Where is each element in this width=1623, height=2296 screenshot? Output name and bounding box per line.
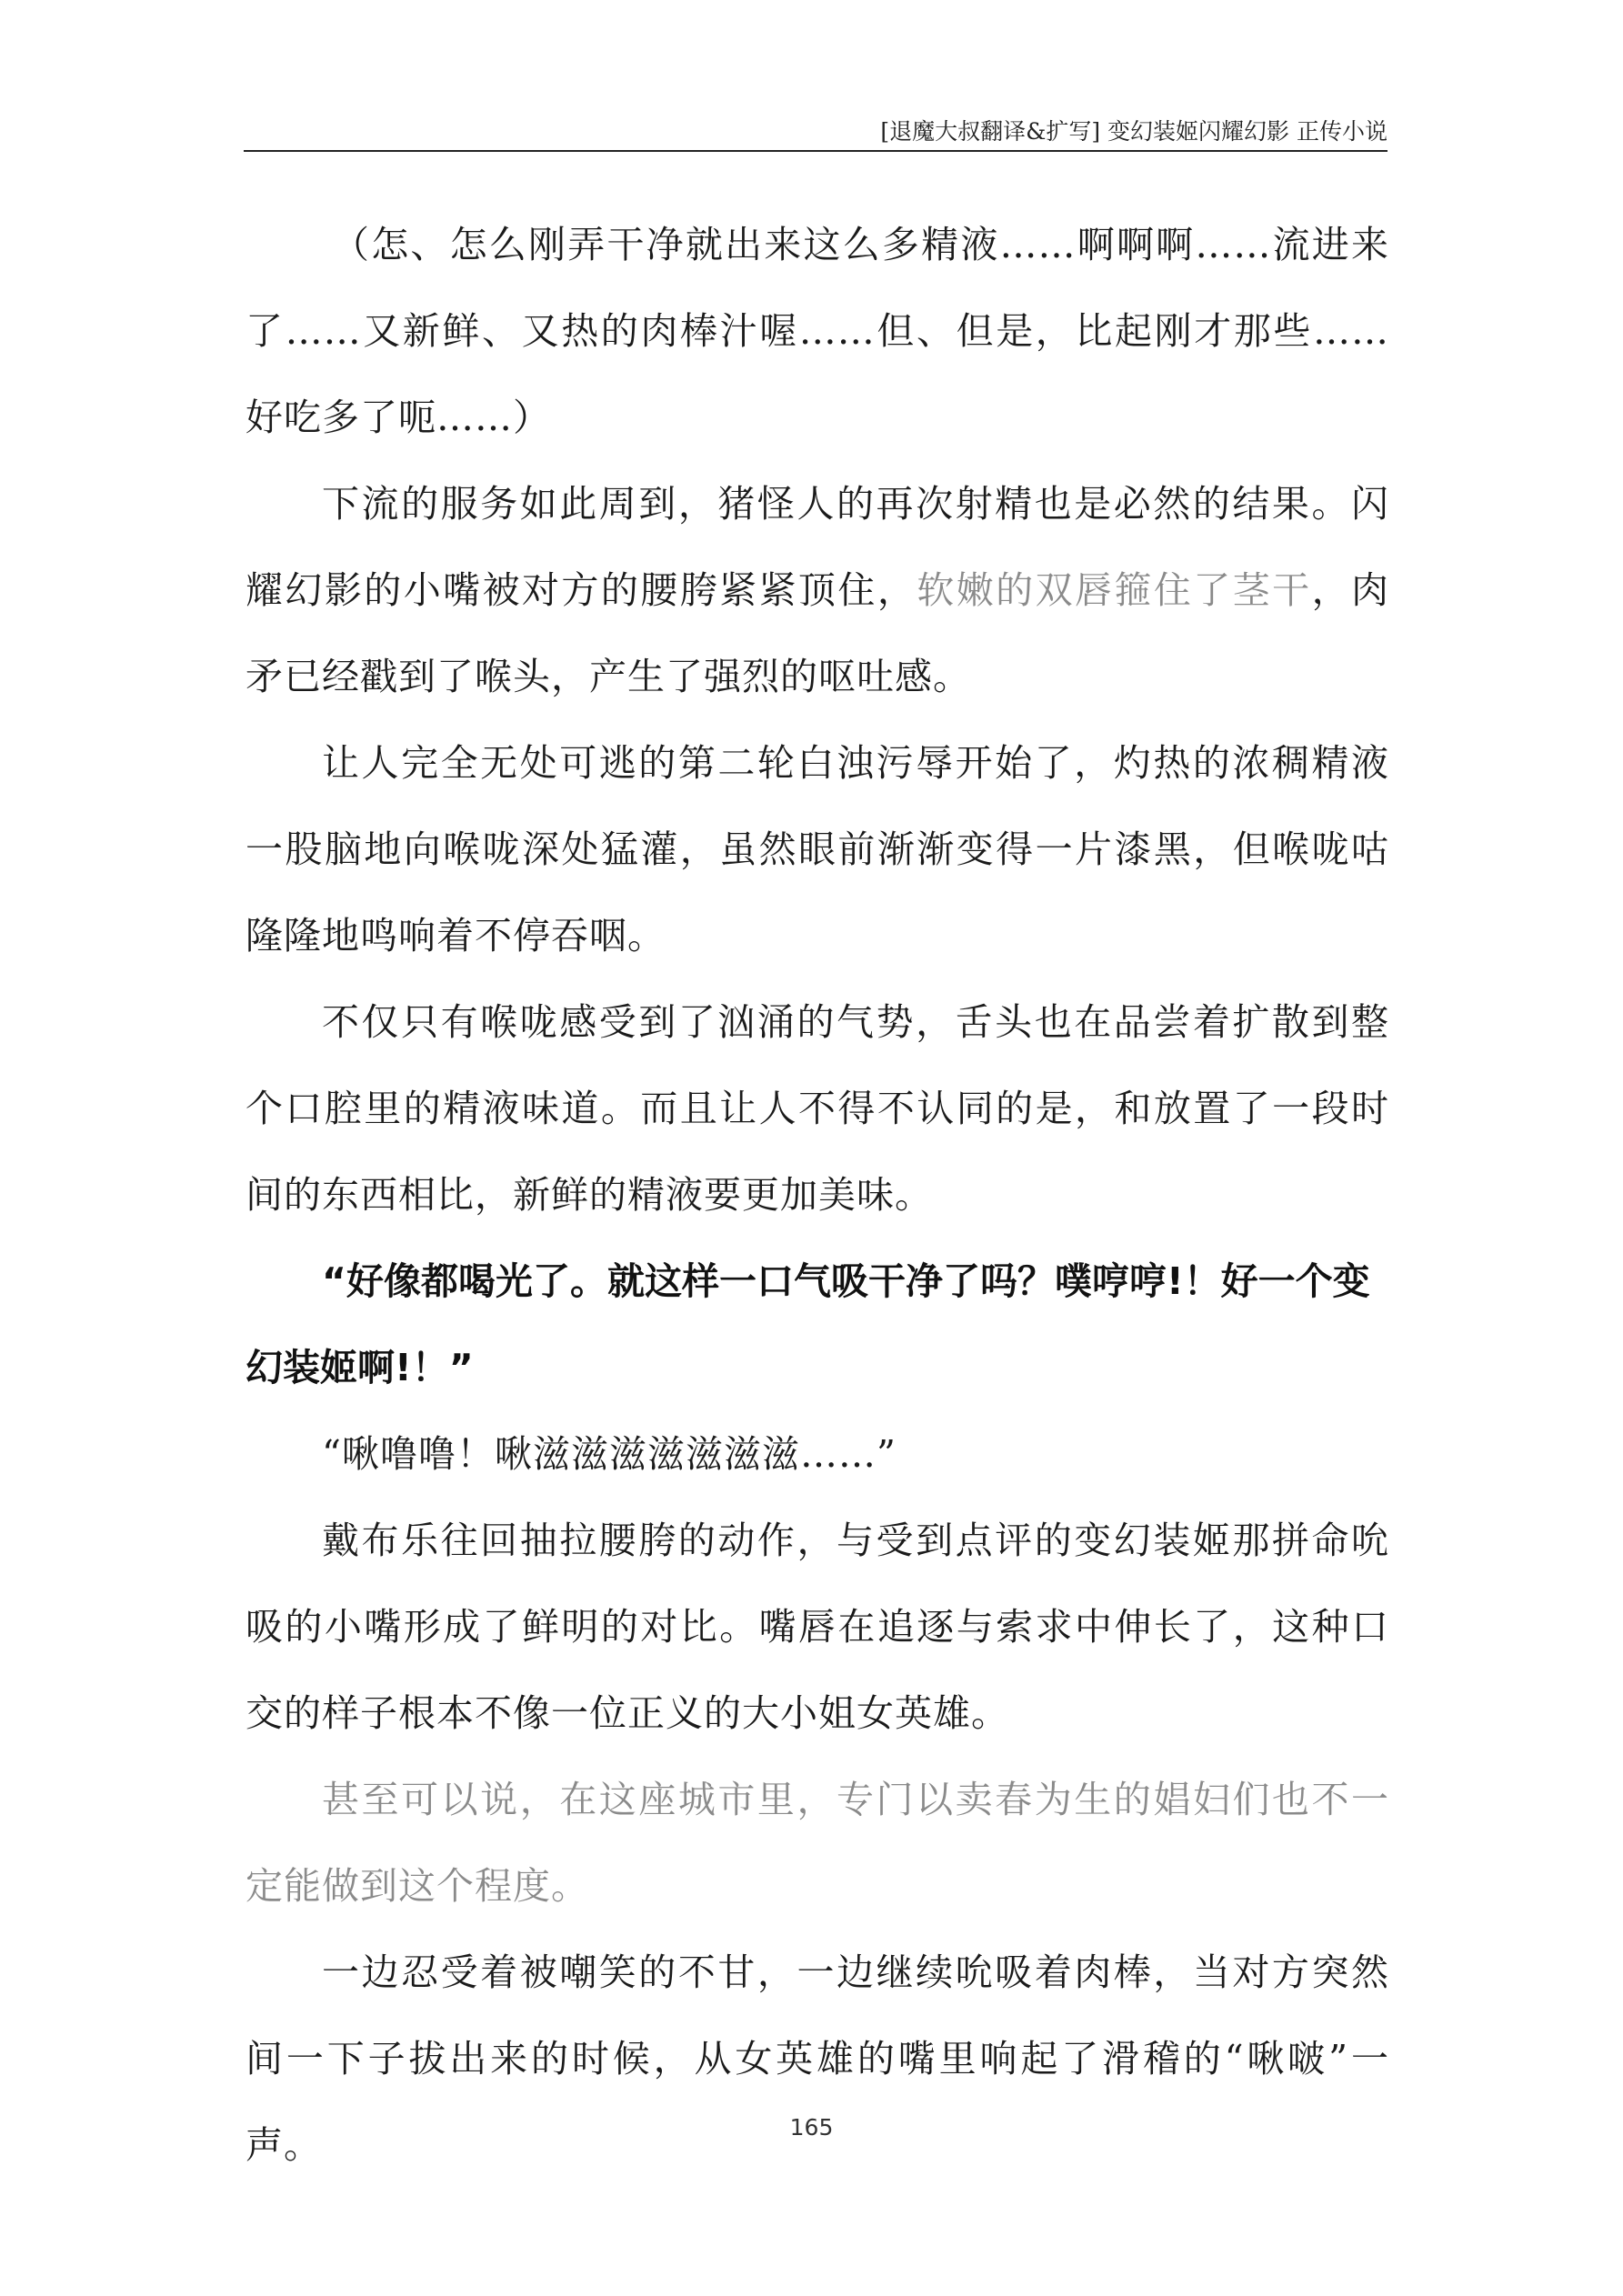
paragraph: [245, 461, 1389, 720]
page-body: [245, 202, 1389, 2189]
running-header: [退魔大叔翻译&扩写] 变幻装姬闪耀幻影 正传小说: [880, 118, 1388, 145]
paragraph-inner-monologue: （怎、怎么刚弄干净就出来这么多精液……啊啊啊……流进来了……又新鲜、又热的肉棒汁喔……但、但是，比起刚才那些……好吃多了呃……）: [245, 223, 1389, 439]
highlighted-text-span: 软嫩的双唇箍住了茎干: [917, 568, 1312, 612]
speech-line-bold: “好像都喝光了。就这样一口气吸干净了吗？噗哼哼!！好一个变幻装姬啊!！”: [245, 1259, 1370, 1389]
paragraph-highlighted: 甚至可以说，在这座城市里，专门以卖春为生的娼妇们也不一定能做到这个程度。: [245, 1778, 1389, 1908]
paragraph: 一边忍受着被嘲笑的不甘，一边继续吮吸着肉棒，当对方突然间一下子拔出来的时候，从女英雄的嘴里响起了滑稽的“啾啵”一声。: [245, 1950, 1389, 2167]
paragraph: 戴布乐往回抽拉腰胯的动作，与受到点评的变幻装姬那拼命吮吸的小嘴形成了鲜明的对比。嘴唇在追逐与索求中伸长了，这种口交的样子根本不像一位正义的大小姐女英雄。: [245, 1519, 1389, 1735]
text-span: 下流的服务如此周到，猪怪人的再次射精也是必然的结果。闪耀幻影的小嘴被对方的腰胯紧紧顶住，: [245, 482, 1389, 612]
paragraph: 让人完全无处可逃的第二轮白浊污辱开始了，灼热的浓稠精液一股脑地向喉咙深处猛灌，虽然眼前渐渐变得一片漆黑，但喉咙咕隆隆地鸣响着不停吞咽。: [245, 741, 1389, 958]
text-span: ，肉矛已经戳到了喉头，产生了强烈的呕吐感。: [245, 568, 1390, 698]
paragraph: 不仅只有喉咙感受到了汹涌的气势，舌头也在品尝着扩散到整个口腔里的精液味道。而且让人不得不认同的是，和放置了一段时间的东西相比，新鲜的精液要更加美味。: [245, 1000, 1389, 1217]
speech-line: “啾噜噜！啾滋滋滋滋滋滋滋……”: [322, 1432, 897, 1476]
page-number: 165: [789, 2114, 834, 2141]
header-divider: [244, 150, 1388, 152]
